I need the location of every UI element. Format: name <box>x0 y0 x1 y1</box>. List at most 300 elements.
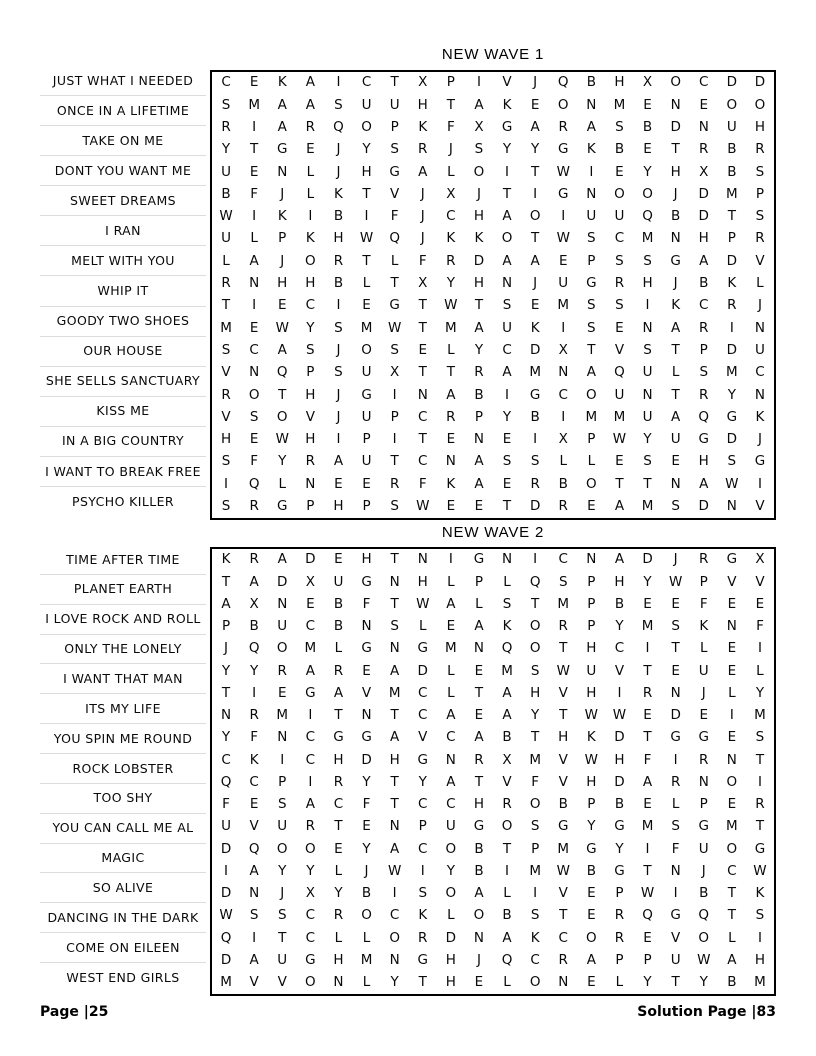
grid-cell: I <box>505 386 510 403</box>
grid-cell: S <box>530 907 540 924</box>
grid-cell: G <box>501 118 513 135</box>
grid-cell: V <box>558 751 568 768</box>
grid-cell: H <box>220 431 232 448</box>
grid-cell: N <box>417 551 428 568</box>
grid-cell: H <box>305 275 316 292</box>
grid-cell: N <box>670 862 681 879</box>
grid-cell: N <box>501 275 513 292</box>
grid-cell: Y <box>362 840 371 857</box>
grid-cell: S <box>277 796 287 813</box>
grid-cell: I <box>645 640 650 657</box>
grid-cell: I <box>533 885 538 902</box>
grid-cell: I <box>561 208 566 225</box>
grid-cell: V <box>614 662 625 679</box>
grid-cell: M <box>641 230 654 247</box>
grid-cell: K <box>277 208 287 225</box>
grid-cell: O <box>529 974 541 991</box>
grid-cell: L <box>362 929 371 946</box>
grid-cell: L <box>671 796 680 813</box>
grid-cell: R <box>418 141 428 158</box>
grid-cell: E <box>249 74 259 91</box>
grid-cell: P <box>278 230 287 247</box>
grid-cell: Y <box>643 431 652 448</box>
grid-cell: R <box>446 252 456 269</box>
grid-cell: F <box>756 618 764 635</box>
word-list-item: SWEET DREAMS <box>40 186 206 216</box>
grid-cell: U <box>586 208 597 225</box>
grid-cell: A <box>446 773 456 790</box>
grid-cell: S <box>671 818 680 835</box>
grid-cell: S <box>390 341 399 358</box>
grid-cell: L <box>587 453 596 470</box>
grid-cell: A <box>305 96 315 113</box>
grid-cell: Q <box>276 364 288 381</box>
grid-cell: O <box>361 118 372 135</box>
grid-cell: V <box>755 573 765 590</box>
word-list-item: PLANET EARTH <box>40 575 206 605</box>
grid-cell: T <box>587 341 596 358</box>
grid-cell: J <box>757 431 762 448</box>
grid-cell: T <box>446 96 455 113</box>
grid-cell: E <box>502 431 512 448</box>
grid-cell: A <box>502 684 512 701</box>
grid-cell: B <box>699 275 709 292</box>
grid-cell: W <box>753 862 767 879</box>
grid-cell: X <box>418 275 428 292</box>
grid-cell: Q <box>557 74 569 91</box>
grid-cell: H <box>698 230 709 247</box>
grid-cell: Y <box>502 141 512 158</box>
grid-cell: N <box>558 364 569 381</box>
grid-cell: A <box>671 408 681 425</box>
grid-cell: T <box>755 751 765 768</box>
grid-cell: L <box>334 640 343 657</box>
grid-cell: R <box>642 684 653 701</box>
grid-cell: O <box>698 929 710 946</box>
grid-cell: Y <box>221 141 231 158</box>
grid-cell: B <box>249 618 259 635</box>
grid-cell: L <box>503 885 511 902</box>
grid-cell: D <box>529 498 541 515</box>
grid-cell: Y <box>306 862 315 879</box>
grid-cell: J <box>701 684 706 701</box>
puzzle-2-title: NEW WAVE 2 <box>441 524 545 541</box>
grid-cell: B <box>614 796 625 813</box>
grid-cell: J <box>533 275 538 292</box>
grid-cell: C <box>418 707 428 724</box>
grid-cell: B <box>558 475 568 492</box>
grid-cell: O <box>276 840 288 857</box>
grid-cell: D <box>473 252 485 269</box>
grid-cell: X <box>502 751 512 768</box>
grid-cell: H <box>277 275 288 292</box>
grid-cell: Q <box>529 573 541 590</box>
grid-cell: T <box>727 907 736 924</box>
grid-cell: A <box>277 118 287 135</box>
word-list-item: YOU SPIN ME ROUND <box>40 724 206 754</box>
grid-cell: R <box>474 751 484 768</box>
grid-cell: T <box>446 364 455 381</box>
grid-cell: T <box>474 297 484 314</box>
grid-cell: N <box>389 573 400 590</box>
grid-cell: T <box>559 640 568 657</box>
grid-cell: M <box>445 640 457 657</box>
grid-cell: I <box>476 74 481 91</box>
grid-cell: N <box>389 640 400 657</box>
grid-cell: Y <box>755 684 765 701</box>
grid-cell: S <box>418 885 428 902</box>
grid-cell: S <box>390 618 399 635</box>
grid-cell: D <box>754 74 766 91</box>
grid-cell: B <box>614 141 625 158</box>
grid-cell: R <box>558 951 568 968</box>
grid-cell: C <box>305 751 316 768</box>
grid-cell: D <box>614 729 625 746</box>
grid-cell: I <box>757 929 762 946</box>
grid-cell: I <box>448 551 453 568</box>
grid-cell: M <box>220 974 232 991</box>
word-list-item: WEST END GIRLS <box>66 969 180 985</box>
grid-cell: P <box>587 573 596 590</box>
grid-cell: L <box>559 453 567 470</box>
grid-cell: E <box>699 707 708 724</box>
grid-cell: L <box>447 684 455 701</box>
grid-cell: N <box>277 163 288 180</box>
grid-cell: P <box>755 185 765 202</box>
grid-cell: C <box>221 751 231 768</box>
grid-cell: X <box>755 551 765 568</box>
grid-cell: A <box>390 662 400 679</box>
grid-cell: A <box>333 684 344 701</box>
grid-cell: M <box>754 974 766 991</box>
grid-cell: K <box>586 141 596 158</box>
grid-cell: B <box>530 408 540 425</box>
grid-cell: A <box>446 707 456 724</box>
grid-cell: A <box>249 252 259 269</box>
grid-cell: M <box>360 319 373 336</box>
grid-cell: K <box>221 551 231 568</box>
grid-cell: R <box>249 707 259 724</box>
grid-cell: Q <box>698 408 710 425</box>
grid-cell: G <box>361 573 372 590</box>
grid-cell: L <box>728 929 736 946</box>
grid-cell: M <box>726 818 738 835</box>
grid-cell: J <box>364 862 369 879</box>
grid-cell: A <box>221 595 231 612</box>
grid-cell: C <box>221 74 231 91</box>
grid-cell: S <box>615 297 624 314</box>
grid-cell: F <box>418 475 427 492</box>
grid-cell: A <box>502 707 512 724</box>
grid-cell: H <box>642 275 653 292</box>
grid-cell: S <box>334 319 343 336</box>
grid-cell: N <box>249 364 260 381</box>
grid-cell: B <box>586 74 596 91</box>
grid-cell: S <box>277 907 287 924</box>
grid-cell: A <box>277 551 287 568</box>
grid-cell: A <box>530 252 540 269</box>
grid-cell: T <box>643 862 652 879</box>
grid-cell: P <box>699 573 708 590</box>
grid-cell: B <box>699 885 709 902</box>
grid-cell: K <box>530 929 540 946</box>
grid-cell: J <box>533 74 538 91</box>
grid-cell: Y <box>278 453 287 470</box>
grid-cell: E <box>530 297 540 314</box>
grid-cell: H <box>333 951 344 968</box>
grid-cell: T <box>502 840 512 857</box>
word-list-item: TOO SHY <box>40 784 206 814</box>
grid-cell: E <box>587 498 596 515</box>
grid-cell: C <box>389 907 400 924</box>
grid-cell: D <box>361 751 372 768</box>
grid-cell: L <box>447 662 455 679</box>
grid-cell: S <box>502 297 512 314</box>
grid-cell: F <box>362 595 371 612</box>
grid-cell: I <box>645 840 650 857</box>
grid-cell: Q <box>642 208 653 225</box>
grid-cell: I <box>392 885 397 902</box>
grid-cell: Y <box>278 862 287 879</box>
grid-cell: M <box>529 364 541 381</box>
grid-cell: W <box>584 707 599 724</box>
grid-cell: E <box>671 595 680 612</box>
grid-cell: G <box>417 640 428 657</box>
grid-cell: I <box>252 684 257 701</box>
grid-cell: A <box>446 595 456 612</box>
grid-cell: L <box>615 974 624 991</box>
grid-cell: G <box>305 951 316 968</box>
grid-cell: I <box>533 431 538 448</box>
grid-cell: S <box>530 453 540 470</box>
grid-cell: N <box>670 96 681 113</box>
grid-cell: N <box>249 275 260 292</box>
grid-cell: D <box>698 185 709 202</box>
grid-cell: X <box>558 341 568 358</box>
grid-cell: G <box>726 408 738 425</box>
grid-cell: E <box>249 163 259 180</box>
grid-cell: R <box>446 408 456 425</box>
grid-cell: S <box>502 595 512 612</box>
grid-cell: M <box>557 595 570 612</box>
grid-cell: T <box>390 275 399 292</box>
grid-cell: E <box>643 796 652 813</box>
grid-cell: L <box>671 364 680 381</box>
grid-cell: K <box>418 907 428 924</box>
grid-cell: O <box>586 386 597 403</box>
grid-cell: S <box>643 453 652 470</box>
grid-cell: Y <box>531 141 540 158</box>
grid-cell: A <box>502 252 512 269</box>
grid-cell: K <box>334 185 343 202</box>
grid-cell: E <box>446 431 456 448</box>
grid-cell: Y <box>221 729 231 746</box>
grid-cell: V <box>418 729 428 746</box>
grid-cell: Y <box>306 319 315 336</box>
grid-cell: A <box>446 386 456 403</box>
page-number: Page |25 <box>40 1004 109 1020</box>
grid-cell: M <box>388 684 401 701</box>
grid-cell: A <box>333 453 344 470</box>
grid-cell: L <box>362 974 371 991</box>
grid-cell: Q <box>248 475 260 492</box>
grid-cell: C <box>249 773 259 790</box>
word-list-item: PSYCHO KILLER <box>72 493 174 509</box>
grid-cell: L <box>503 974 511 991</box>
grid-cell: D <box>445 929 457 946</box>
word-list-item: I RAN <box>40 216 206 246</box>
grid-cell: N <box>501 551 513 568</box>
grid-cell: H <box>389 751 400 768</box>
grid-cell: U <box>277 818 288 835</box>
grid-cell: R <box>333 907 344 924</box>
grid-cell: C <box>755 364 765 381</box>
grid-cell: I <box>533 551 538 568</box>
grid-cell: P <box>587 796 596 813</box>
grid-cell: M <box>613 96 626 113</box>
grid-cell: J <box>757 297 762 314</box>
grid-cell: E <box>474 498 484 515</box>
grid-cell: R <box>755 796 765 813</box>
grid-cell: O <box>276 408 288 425</box>
grid-cell: S <box>474 141 484 158</box>
grid-cell: A <box>502 208 512 225</box>
grid-cell: U <box>642 364 653 381</box>
grid-cell: P <box>615 951 624 968</box>
grid-cell: B <box>642 118 653 135</box>
grid-cell: N <box>305 475 316 492</box>
grid-cell: K <box>586 729 596 746</box>
grid-cell: F <box>222 796 230 813</box>
grid-cell: P <box>474 408 484 425</box>
grid-cell: N <box>726 618 737 635</box>
grid-cell: Q <box>220 773 232 790</box>
grid-cell: P <box>531 840 540 857</box>
grid-cell: T <box>221 684 231 701</box>
grid-cell: V <box>558 773 568 790</box>
grid-cell: C <box>418 796 428 813</box>
grid-cell: H <box>417 573 428 590</box>
grid-cell: C <box>558 551 568 568</box>
grid-cell: N <box>698 773 709 790</box>
grid-cell: T <box>390 453 399 470</box>
grid-cell: H <box>473 796 485 813</box>
grid-cell: I <box>336 297 341 314</box>
grid-cell: I <box>392 431 397 448</box>
grid-cell: N <box>445 751 456 768</box>
grid-cell: N <box>445 453 456 470</box>
puzzle-1-word-list <box>40 66 206 516</box>
grid-cell: I <box>729 707 734 724</box>
grid-cell: E <box>418 341 427 358</box>
grid-cell: E <box>474 707 484 724</box>
grid-cell: P <box>615 885 624 902</box>
grid-cell: R <box>530 475 540 492</box>
grid-cell: G <box>586 275 597 292</box>
grid-cell: I <box>336 431 341 448</box>
grid-cell: M <box>360 951 373 968</box>
grid-cell: C <box>418 684 428 701</box>
grid-cell: E <box>446 498 456 515</box>
grid-cell: X <box>558 431 568 448</box>
grid-cell: B <box>333 275 344 292</box>
grid-cell: J <box>224 640 229 657</box>
grid-cell: O <box>529 796 541 813</box>
grid-cell: M <box>585 408 598 425</box>
grid-cell: N <box>277 729 288 746</box>
grid-cell: G <box>586 840 597 857</box>
grid-cell: C <box>558 386 568 403</box>
grid-cell: N <box>249 885 260 902</box>
grid-cell: N <box>333 974 344 991</box>
grid-cell: H <box>417 96 428 113</box>
word-list-item: TIME AFTER TIME <box>40 545 206 575</box>
grid-cell: A <box>586 951 596 968</box>
grid-cell: S <box>390 498 399 515</box>
grid-cell: B <box>614 595 625 612</box>
grid-cell: E <box>474 662 484 679</box>
grid-cell: R <box>333 773 344 790</box>
grid-cell: V <box>249 818 259 835</box>
grid-cell: J <box>673 185 678 202</box>
grid-cell: T <box>390 74 399 91</box>
grid-cell: U <box>726 118 737 135</box>
grid-cell: P <box>306 364 315 381</box>
grid-cell: P <box>699 796 708 813</box>
grid-cell: E <box>249 431 259 448</box>
word-list-item: SHE SELLS SANCTUARY <box>40 367 206 397</box>
grid-cell: K <box>446 230 456 247</box>
grid-cell: I <box>561 319 566 336</box>
grid-cell: I <box>645 297 650 314</box>
grid-cell: B <box>333 618 344 635</box>
grid-cell: B <box>727 974 737 991</box>
grid-cell: J <box>476 185 481 202</box>
grid-cell: G <box>277 498 288 515</box>
grid-cell: V <box>502 773 512 790</box>
grid-cell: G <box>698 818 709 835</box>
grid-cell: U <box>755 341 765 358</box>
grid-cell: C <box>418 453 428 470</box>
grid-cell: I <box>308 707 313 724</box>
grid-cell: L <box>447 341 455 358</box>
grid-cell: R <box>614 929 625 946</box>
grid-cell: E <box>727 796 737 813</box>
grid-cell: I <box>308 773 313 790</box>
grid-cell: G <box>361 640 372 657</box>
grid-cell: N <box>361 707 372 724</box>
grid-cell: L <box>699 640 708 657</box>
grid-cell: S <box>671 498 680 515</box>
grid-cell: E <box>727 729 737 746</box>
grid-cell: L <box>447 573 455 590</box>
grid-cell: E <box>671 453 680 470</box>
grid-cell: O <box>389 929 400 946</box>
grid-cell: R <box>221 275 231 292</box>
grid-cell: O <box>305 974 316 991</box>
grid-cell: R <box>727 297 737 314</box>
grid-cell: Y <box>727 386 736 403</box>
word-list-item: SO ALIVE <box>40 873 206 903</box>
grid-cell: G <box>558 141 569 158</box>
word-list-item: DONT YOU WANT ME <box>40 156 206 186</box>
grid-cell: E <box>558 252 568 269</box>
grid-cell: B <box>333 208 344 225</box>
grid-cell: Q <box>220 929 232 946</box>
grid-cell: R <box>614 907 625 924</box>
grid-cell: H <box>754 951 766 968</box>
grid-cell: E <box>755 595 765 612</box>
